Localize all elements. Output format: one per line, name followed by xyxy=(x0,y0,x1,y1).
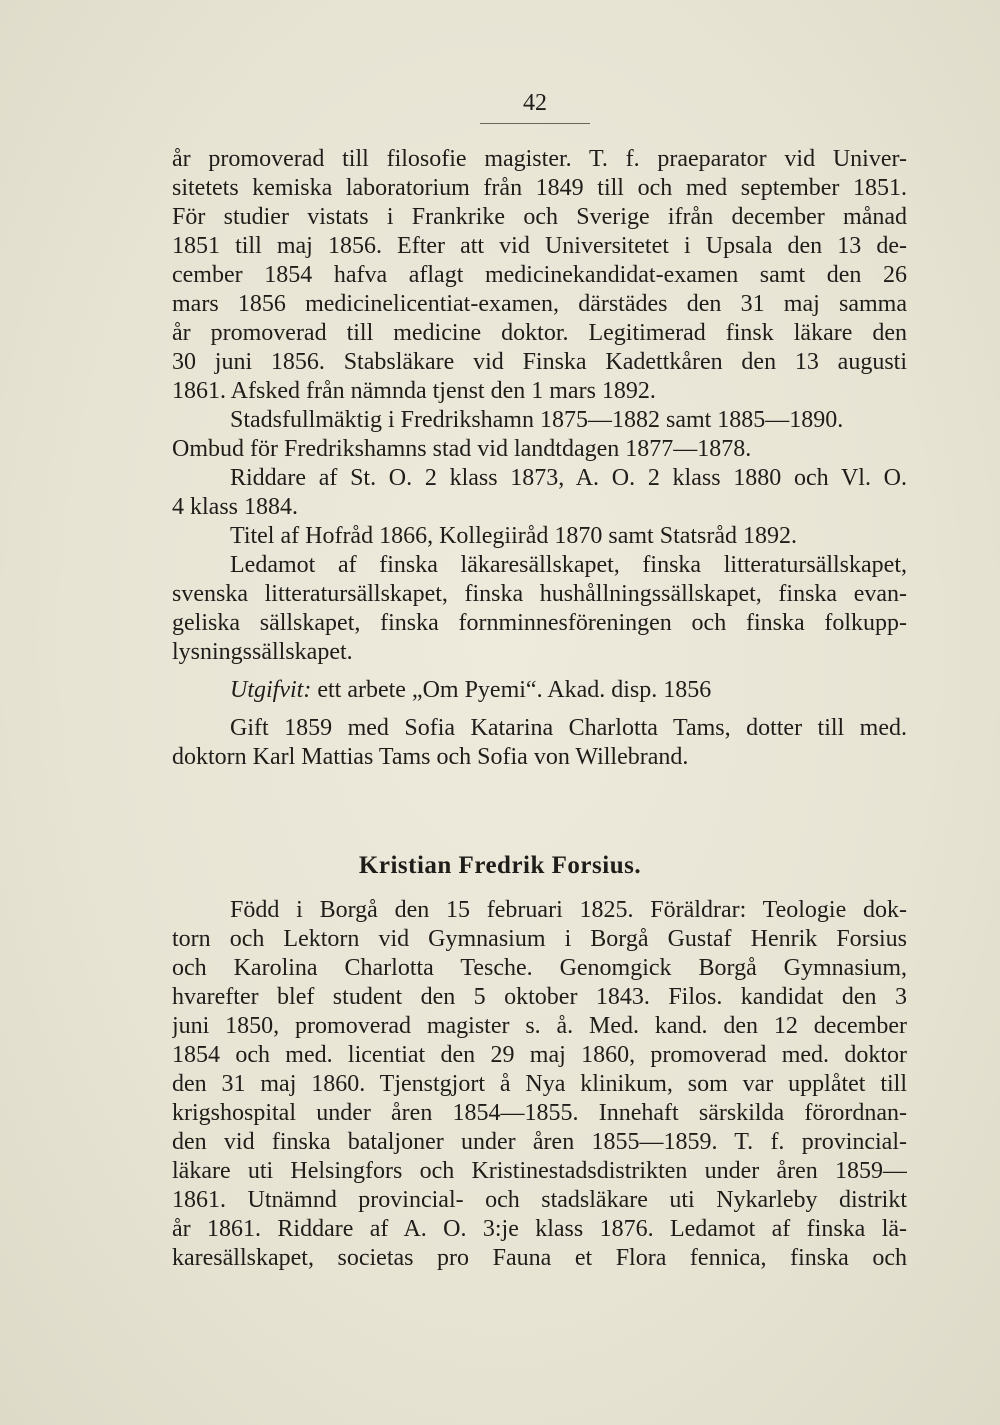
text-line: Ledamot af finska läkaresällskapet, finska litteratursällskapet, xyxy=(230,552,907,578)
biography-section-2 xyxy=(172,896,907,1273)
section-heading: Kristian Fredrik Forsius. xyxy=(358,852,642,879)
text-line: För studier vistats i Frankrike och Sverige ifrån december månad xyxy=(172,204,907,230)
text-line: 30 juni 1856. Stabsläkare vid Finska Kadettkåren den 13 augusti xyxy=(172,349,907,375)
text-line: Född i Borgå den 15 februari 1825. Föräldrar: Teologie dok- xyxy=(230,897,907,923)
text-line: hvarefter blef student den 5 oktober 1843. Filos. kandidat den 3 xyxy=(172,984,907,1010)
text-line: lysningssällskapet. xyxy=(172,639,353,665)
publication-label: Utgifvit: xyxy=(230,677,312,703)
publication-text: ett arbete „Om Pyemi“. Akad. disp. 1856 xyxy=(317,677,712,703)
text-line: och Karolina Charlotta Tesche. Genomgick Borgå Gymnasium, xyxy=(172,955,907,981)
text-line: Gift 1859 med Sofia Katarina Charlotta Tams, dotter till med. xyxy=(230,715,907,741)
text-line: karesällskapet, societas pro Fauna et Flora fennica, finska och xyxy=(172,1245,907,1271)
text-line: Titel af Hofråd 1866, Kollegiiråd 1870 samt Statsråd 1892. xyxy=(230,523,798,549)
text-line: 4 klass 1884. xyxy=(172,494,298,520)
text-line: år promoverad till medicine doktor. Legitimerad finsk läkare den xyxy=(172,320,907,346)
text-line: juni 1850, promoverad magister s. å. Med. kand. den 12 december xyxy=(172,1013,907,1039)
text-line: 1851 till maj 1856. Efter att vid Universitetet i Upsala den 13 de- xyxy=(172,233,907,259)
text-line: Riddare af St. O. 2 klass 1873, A. O. 2 klass 1880 och Vl. O. xyxy=(230,465,907,491)
text-line: mars 1856 medicinelicentiat-examen, därstädes den 31 maj samma xyxy=(172,291,907,317)
text-line: 1861. Afsked från nämnda tjenst den 1 mars 1892. xyxy=(172,378,656,404)
text-line: krigshospital under åren 1854—1855. Innehaft särskilda förordnan- xyxy=(172,1100,907,1126)
text-line: den 31 maj 1860. Tjenstgjort å Nya klinikum, som var upplåtet till xyxy=(172,1071,907,1097)
text-line: 1854 och med. licentiat den 29 maj 1860, promoverad med. doktor xyxy=(172,1042,907,1068)
biography-section-1 xyxy=(172,145,907,772)
text-line: doktorn Karl Mattias Tams och Sofia von Willebrand. xyxy=(172,744,689,770)
text-line: 1861. Utnämnd provincial- och stadsläkare uti Nykarleby distrikt xyxy=(172,1187,907,1213)
text-line: svenska litteratursällskapet, finska hushållningssällskapet, finska evan- xyxy=(172,581,907,607)
text-line: år promoverad till filosofie magister. T. f. praeparator vid Univer- xyxy=(172,146,907,172)
text-line: sitetets kemiska laboratorium från 1849 till och med september 1851. xyxy=(172,175,907,201)
text-line: cember 1854 hafva aflagt medicinekandidat-examen samt den 26 xyxy=(172,262,907,288)
text-line: Stadsfullmäktig i Fredrikshamn 1875—1882 samt 1885—1890. xyxy=(230,407,844,433)
text-line: läkare uti Helsingfors och Kristinestadsdistrikten under åren 1859— xyxy=(172,1158,907,1184)
page-number: 42 xyxy=(480,90,590,124)
text-line: torn och Lektorn vid Gymnasium i Borgå Gustaf Henrik Forsius xyxy=(172,926,907,952)
text-line: Ombud för Fredrikshamns stad vid landtdagen 1877—1878. xyxy=(172,436,752,462)
publication-line xyxy=(172,676,907,705)
text-line: den vid finska bataljoner under åren 1855—1859. T. f. provincial- xyxy=(172,1129,907,1155)
text-line: år 1861. Riddare af A. O. 3:je klass 1876. Ledamot af finska lä- xyxy=(172,1216,907,1242)
text-line: geliska sällskapet, finska fornminnesföreningen och finska folkupp- xyxy=(172,610,907,636)
